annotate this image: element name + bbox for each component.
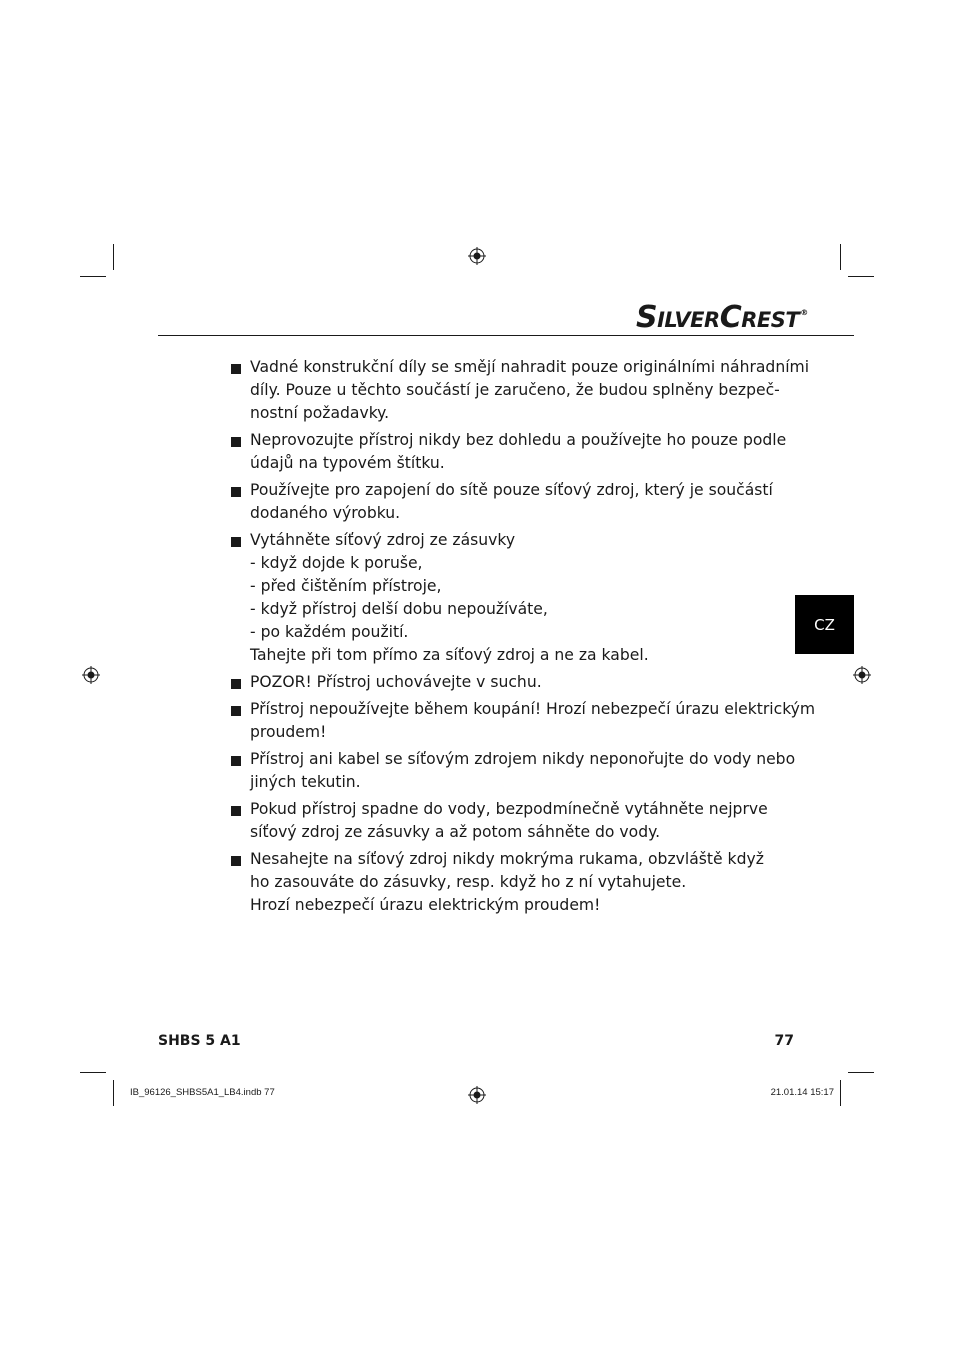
list-item-line: Tahejte při tom přímo za síťový zdroj a ne za kabel.	[250, 646, 649, 664]
list-item-line: Pokud přístroj spadne do vody, bezpodmínečně vytáhněte nejprve	[250, 800, 768, 818]
crop-mark	[848, 1072, 874, 1073]
list-item	[229, 356, 810, 425]
slug-datetime: 21.01.14 15:17	[770, 1087, 834, 1098]
header-rule	[158, 335, 854, 336]
safety-instructions-list	[229, 356, 816, 921]
list-item-line: Přístroj ani kabel se síťovým zdrojem nikdy neponořujte do vody nebo	[250, 750, 796, 768]
footer-model: SHBS 5 A1	[158, 1033, 241, 1049]
registration-mark-icon	[82, 666, 100, 684]
list-item-line: Neprovozujte přístroj nikdy bez dohledu a používejte ho pouze podle	[250, 431, 787, 449]
crop-mark	[80, 276, 106, 277]
bullet-square-icon	[231, 679, 241, 689]
list-item-line: ho zasouváte do zásuvky, resp. když ho z ní vytahujete.	[250, 873, 687, 891]
list-item-line: Používejte pro zapojení do sítě pouze síťový zdroj, který je součástí	[250, 481, 773, 499]
crop-mark	[80, 1072, 106, 1073]
crop-mark	[840, 244, 841, 270]
crop-mark	[840, 1080, 841, 1106]
list-item	[229, 429, 789, 475]
list-item-line: - když dojde k poruše,	[250, 554, 423, 572]
registration-mark-icon	[853, 666, 871, 684]
list-item	[229, 848, 789, 917]
crop-mark	[848, 276, 874, 277]
registration-mark-icon	[468, 1086, 486, 1104]
list-item-line: dodaného výrobku.	[250, 504, 401, 522]
list-item-line: Hrozí nebezpečí úrazu elektrickým proudem!	[250, 896, 601, 914]
list-item	[229, 529, 789, 667]
bullet-square-icon	[231, 537, 241, 547]
list-item-line: Vadné konstrukční díly se smějí nahradit pouze originálními náhradními	[250, 358, 810, 376]
list-item-line: proudem!	[250, 723, 327, 741]
list-item	[229, 671, 789, 694]
bullet-square-icon	[231, 856, 241, 866]
list-item	[229, 748, 796, 794]
list-item-line: jiných tekutin.	[250, 773, 361, 791]
bullet-square-icon	[231, 756, 241, 766]
bullet-square-icon	[231, 487, 241, 497]
crop-mark	[113, 1080, 114, 1106]
registration-mark-icon	[468, 247, 486, 265]
list-item	[229, 479, 789, 525]
list-item-line: síťový zdroj ze zásuvky a až potom sáhněte do vody.	[250, 823, 661, 841]
list-item-line: Přístroj nepoužívejte během koupání! Hrozí nebezpečí úrazu elektrickým	[250, 700, 816, 718]
brand-logo: SILVERCREST®	[636, 300, 808, 335]
list-item-line: POZOR! Přístroj uchovávejte v suchu.	[250, 673, 542, 691]
list-item-line: - před čištěním přístroje,	[250, 577, 442, 595]
list-item-line: údajů na typovém štítku.	[250, 454, 445, 472]
bullet-square-icon	[231, 364, 241, 374]
page-number: 77	[774, 1033, 794, 1049]
bullet-square-icon	[231, 437, 241, 447]
list-item-line: - když přístroj delší dobu nepoužíváte,	[250, 600, 548, 618]
list-item-line: Nesahejte na síťový zdroj nikdy mokrýma rukama, obzvláště když	[250, 850, 764, 868]
bullet-square-icon	[231, 806, 241, 816]
list-item-line: díly. Pouze u těchto součástí je zaručeno, že budou splněny bezpeč-	[250, 381, 780, 399]
language-tab: CZ	[795, 595, 854, 654]
bullet-square-icon	[231, 706, 241, 716]
list-item-line: Vytáhněte síťový zdroj ze zásuvky	[250, 531, 516, 549]
slug-filename: IB_96126_SHBS5A1_LB4.indb 77	[130, 1087, 275, 1098]
list-item-line: nostní požadavky.	[250, 404, 390, 422]
list-item-line: - po každém použití.	[250, 623, 409, 641]
list-item	[229, 798, 789, 844]
crop-mark	[113, 244, 114, 270]
list-item	[229, 698, 816, 744]
